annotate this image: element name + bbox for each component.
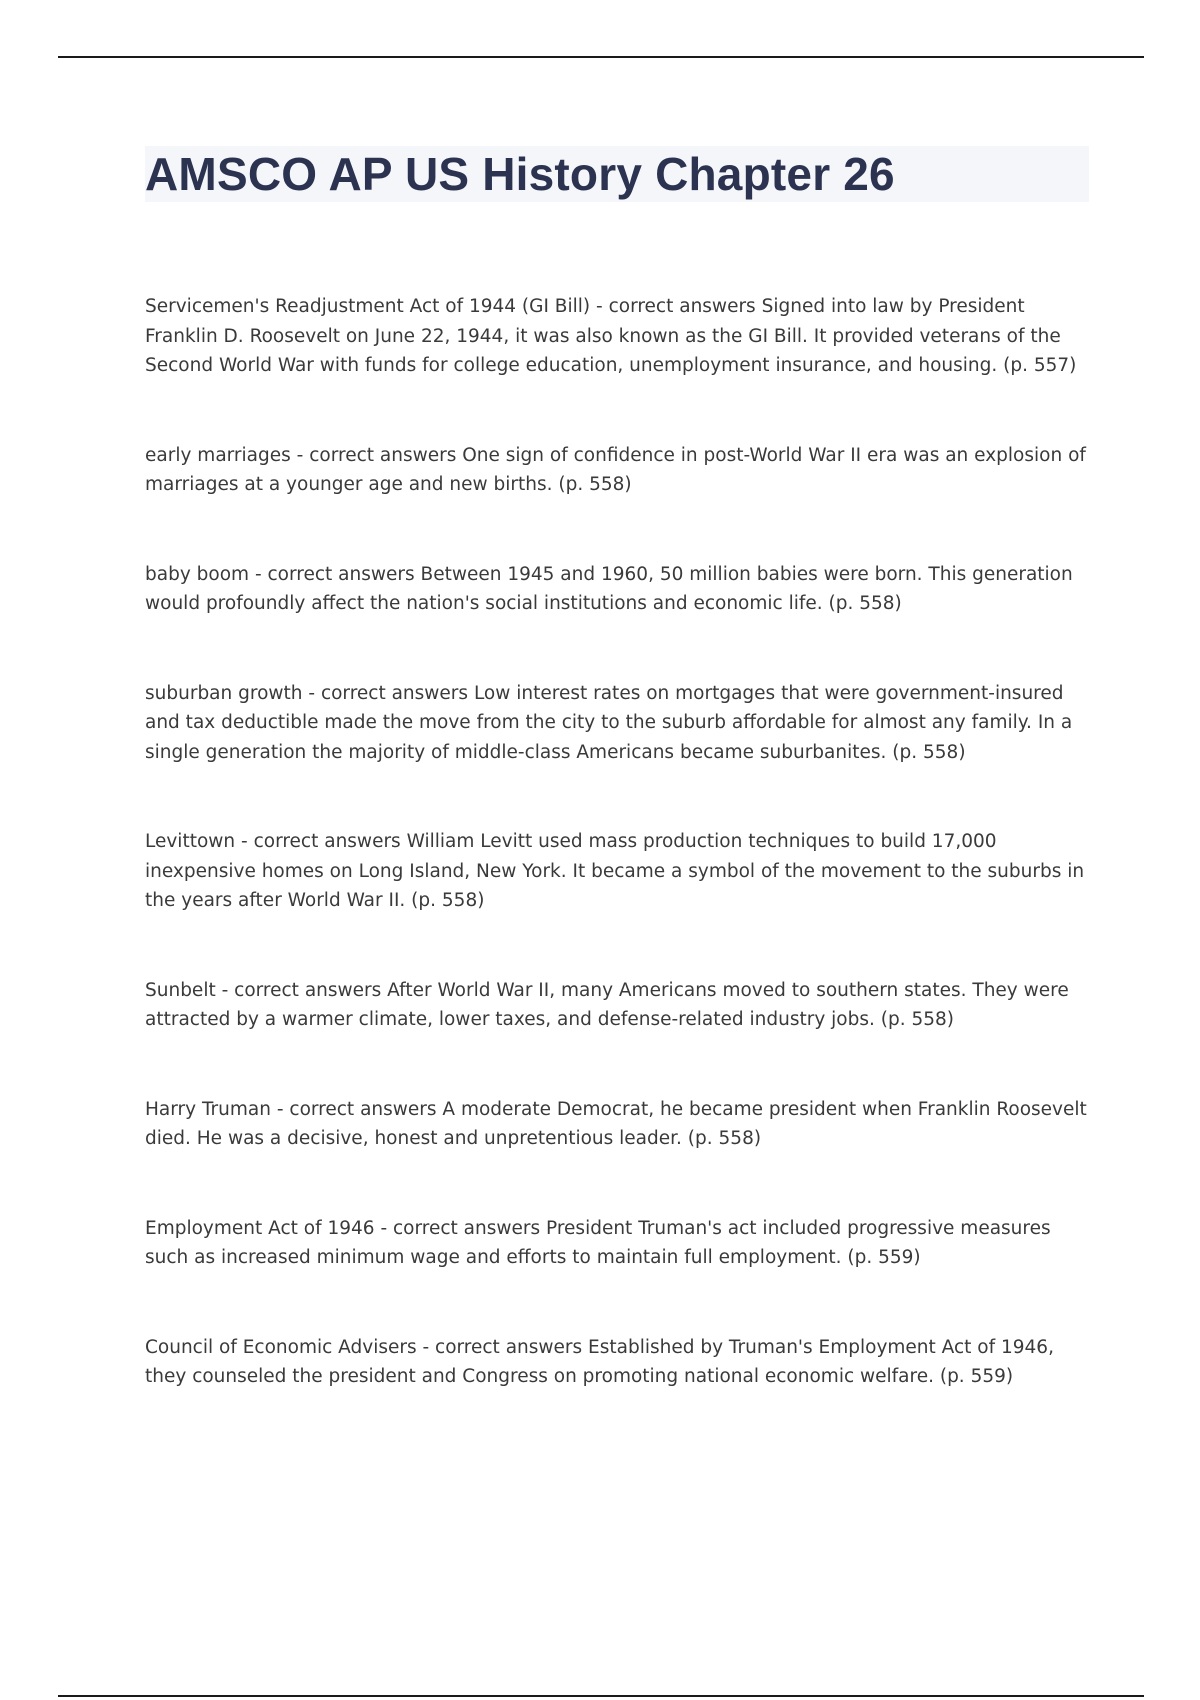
entry-term: Sunbelt bbox=[145, 979, 216, 1001]
list-item bbox=[145, 292, 1090, 381]
entry-answer: President Truman's act included progressive measures such as increased minimum wage and efforts to maintain full employment. (p. 559) bbox=[145, 1217, 1051, 1268]
list-item bbox=[145, 1214, 1090, 1273]
list-item bbox=[145, 560, 1090, 619]
list-item bbox=[145, 1095, 1090, 1154]
list-item bbox=[145, 827, 1090, 916]
answer-label: correct answers bbox=[608, 296, 756, 317]
entry-answer: Established by Truman's Employment Act of 1946, they counseled the president and Congress on promoting national economic welfare. (p. 559) bbox=[145, 1336, 1054, 1387]
entry-term: Council of Economic Advisers bbox=[145, 1336, 417, 1358]
list-item bbox=[145, 441, 1090, 500]
entry-term: suburban growth bbox=[145, 682, 303, 704]
top-rule bbox=[58, 56, 1144, 58]
entry-answer: A moderate Democrat, he became president when Franklin Roosevelt died. He was a decisive, honest and unpretentious leader. (p. 558) bbox=[145, 1098, 1087, 1149]
entry-answer: One sign of confidence in post-World War II era was an explosion of marriages at a younger age and new births. (p. 558) bbox=[145, 444, 1086, 495]
entry-term: Servicemen's Readjustment Act of 1944 (GI Bill) bbox=[145, 296, 591, 317]
bottom-rule bbox=[58, 1695, 1144, 1697]
answer-label: correct answers bbox=[267, 563, 415, 585]
page-title: AMSCO AP US History Chapter 26 bbox=[145, 148, 895, 200]
entry-answer: William Levitt used mass production techniques to build 17,000 inexpensive homes on Long Island, New York. It became a symbol of the movement to the suburbs in the years after World War II. (p. 558) bbox=[145, 831, 1085, 911]
answer-label: correct answers bbox=[289, 1098, 437, 1120]
list-item bbox=[145, 976, 1090, 1035]
answer-label: correct answers bbox=[435, 1336, 583, 1358]
entry-answer: Signed into law by President Franklin D. Roosevelt on June 22, 1944, it was also known as the GI Bill. It provided veterans of the Second World War with funds for college education, unemployment insurance, and housing. (p. 557) bbox=[145, 296, 1077, 376]
list-item bbox=[145, 1333, 1090, 1392]
entry-answer: Low interest rates on mortgages that were government-insured and tax deductible made the move from the city to the suburb affordable for almost any family. In a single generation the majority of middle-class Americans became suburbanites. (p. 558) bbox=[145, 682, 1073, 763]
answer-label: correct answers bbox=[234, 979, 382, 1001]
entry-term: early marriages bbox=[145, 444, 291, 466]
answer-label: correct answers bbox=[320, 682, 469, 704]
entry-answer: Between 1945 and 1960, 50 million babies were born. This generation would profoundly affect the nation's social institutions and economic life. (p. 558) bbox=[145, 563, 1073, 614]
list-item bbox=[145, 679, 1090, 768]
entry-term: baby boom bbox=[145, 563, 250, 585]
answer-label: correct answers bbox=[309, 444, 457, 466]
entry-answer: After World War II, many Americans moved to southern states. They were attracted by a warmer climate, lower taxes, and defense-related industry jobs. (p. 558) bbox=[145, 979, 1069, 1030]
answer-label: correct answers bbox=[393, 1217, 541, 1239]
flashcard-list bbox=[145, 292, 1090, 1452]
entry-term: Harry Truman bbox=[145, 1098, 271, 1120]
entry-term: Employment Act of 1946 bbox=[145, 1217, 375, 1239]
answer-label: correct answers bbox=[253, 831, 401, 852]
entry-term: Levittown bbox=[145, 831, 236, 852]
